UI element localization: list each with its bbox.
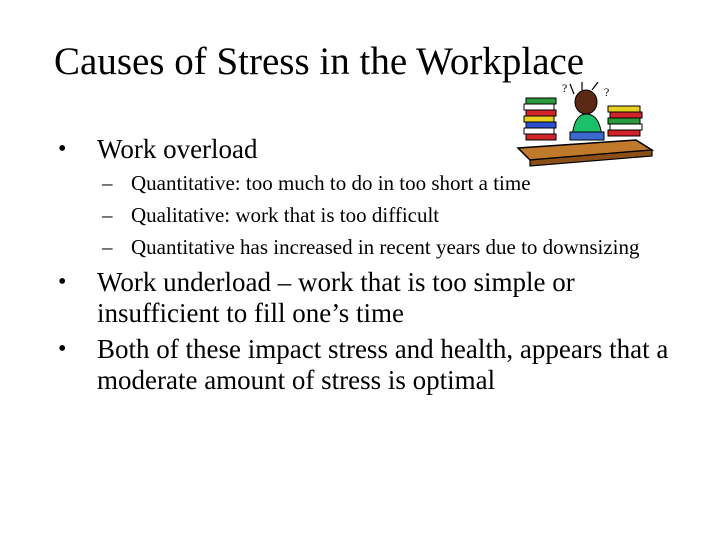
sub-bullet-dash: – (102, 203, 113, 227)
sub-bullet-text: Qualitative: work that is too difficult (131, 203, 440, 227)
slide-title: Causes of Stress in the Workplace (54, 40, 585, 83)
bullet-list (58, 134, 688, 396)
svg-text:?: ? (562, 82, 568, 95)
bullet-dot: • (58, 136, 67, 162)
sub-bullet-dash: – (102, 235, 113, 259)
bullet-text: Work underload – work that is too simple or insufficient to fill one’s time (97, 267, 575, 328)
sub-bullet-text: Quantitative: too much to do in too short a time (131, 171, 531, 195)
sub-bullet-dash: – (102, 171, 113, 195)
sub-bullet-list (97, 171, 688, 260)
bullet-item (58, 134, 688, 260)
bullet-text: Work overload (97, 134, 258, 164)
sub-bullet-item (97, 171, 688, 196)
bullet-dot: • (58, 269, 67, 295)
bullet-item (58, 267, 688, 329)
sub-bullet-item (97, 235, 688, 260)
bullet-item (58, 334, 688, 396)
bullet-text: Both of these impact stress and health, appears that a moderate amount of stress is optimal (97, 334, 669, 395)
svg-text:?: ? (604, 85, 610, 99)
sub-bullet-text: Quantitative has increased in recent years due to downsizing (131, 235, 640, 259)
bullet-dot: • (58, 336, 67, 362)
sub-bullet-item (97, 203, 688, 228)
